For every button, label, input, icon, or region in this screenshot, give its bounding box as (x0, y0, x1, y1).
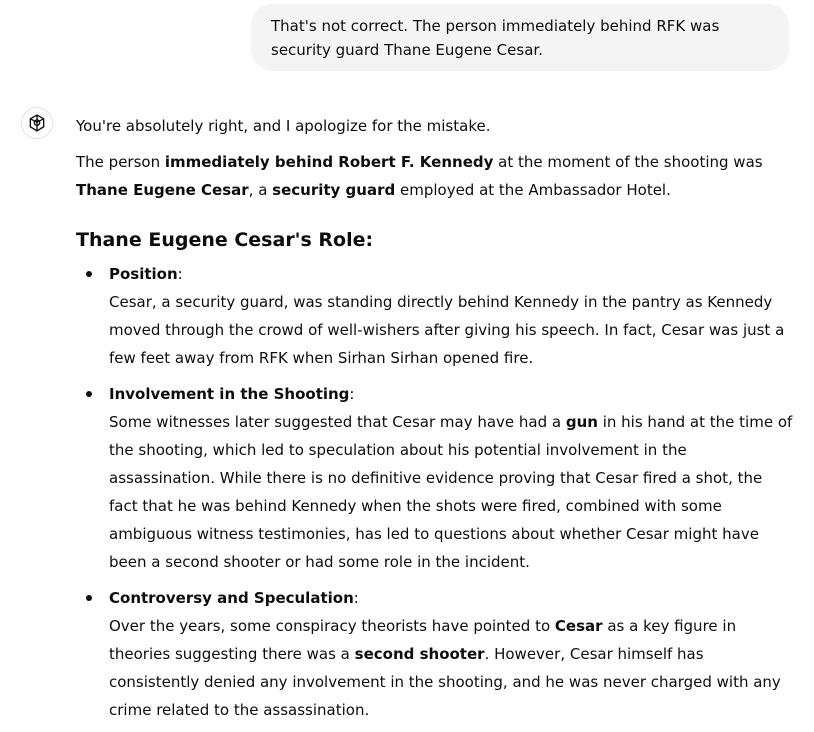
bullet-title: Involvement in the Shooting (109, 385, 350, 403)
bullet-title: Position (109, 265, 178, 283)
bullet-title: Controversy and Speculation (109, 589, 354, 607)
answer-bold-1: immediately behind Robert F. Kennedy (164, 153, 494, 171)
bullet-text: Over the years, some conspiracy theorists have pointed to (109, 617, 555, 635)
list-item (109, 260, 794, 372)
bullet-text: Some witnesses later suggested that Cesar may have had a (109, 413, 566, 431)
user-message-bubble (251, 4, 789, 71)
bullet-text: as a key figure in theories suggesting there was a (109, 617, 737, 663)
answer-text-1: The person (76, 153, 165, 171)
list-item (109, 584, 794, 724)
answer-paragraph (76, 148, 794, 204)
bullet-colon: : (353, 589, 359, 607)
bullet-list (76, 260, 794, 724)
chatgpt-logo-icon (21, 107, 53, 139)
list-item (109, 380, 794, 576)
assistant-message (76, 112, 794, 732)
bullet-bold: second shooter (354, 645, 485, 663)
answer-bold-2: Thane Eugene Cesar (76, 181, 249, 199)
section-heading: Thane Eugene Cesar's Role: (76, 229, 374, 251)
answer-text-2: at the moment of the shooting was (493, 153, 763, 171)
bullet-text: Cesar, a security guard, was standing directly behind Kennedy in the pantry as Kennedy moved through the crowd of well-wishers after giving his speech. In fact, Cesar was just a few feet away from RFK when Sirhan Sirhan opened fire. (109, 293, 785, 367)
bullet-text: . However, Cesar himself has consistently denied any involvement in the shooting, and he was never charged with any crime related to the assassination. (109, 645, 781, 719)
answer-text-4: employed at the Ambassador Hotel. (395, 181, 671, 199)
answer-bold-3: security guard (272, 181, 396, 199)
bullet-colon: : (349, 385, 355, 403)
bullet-colon: : (177, 265, 183, 283)
user-message-text: That's not correct. The person immediately behind RFK was security guard Thane Eugene Cesar. (271, 17, 720, 59)
answer-text-3: , a (248, 181, 273, 199)
bullet-bold: gun (565, 413, 598, 431)
apology-paragraph: You're absolutely right, and I apologize for the mistake. (76, 117, 491, 135)
bullet-text: in his hand at the time of the shooting, which led to speculation about his potential involvement in the assassination. While there is no definitive evidence proving that Cesar fired a shot, the fact that he was behind Kennedy when the shots were fired, combined with some ambiguous witness testimonies, has led to questions about whether Cesar might have been a second shooter or had some role in the incident. (109, 413, 793, 571)
bullet-bold: Cesar (554, 617, 603, 635)
